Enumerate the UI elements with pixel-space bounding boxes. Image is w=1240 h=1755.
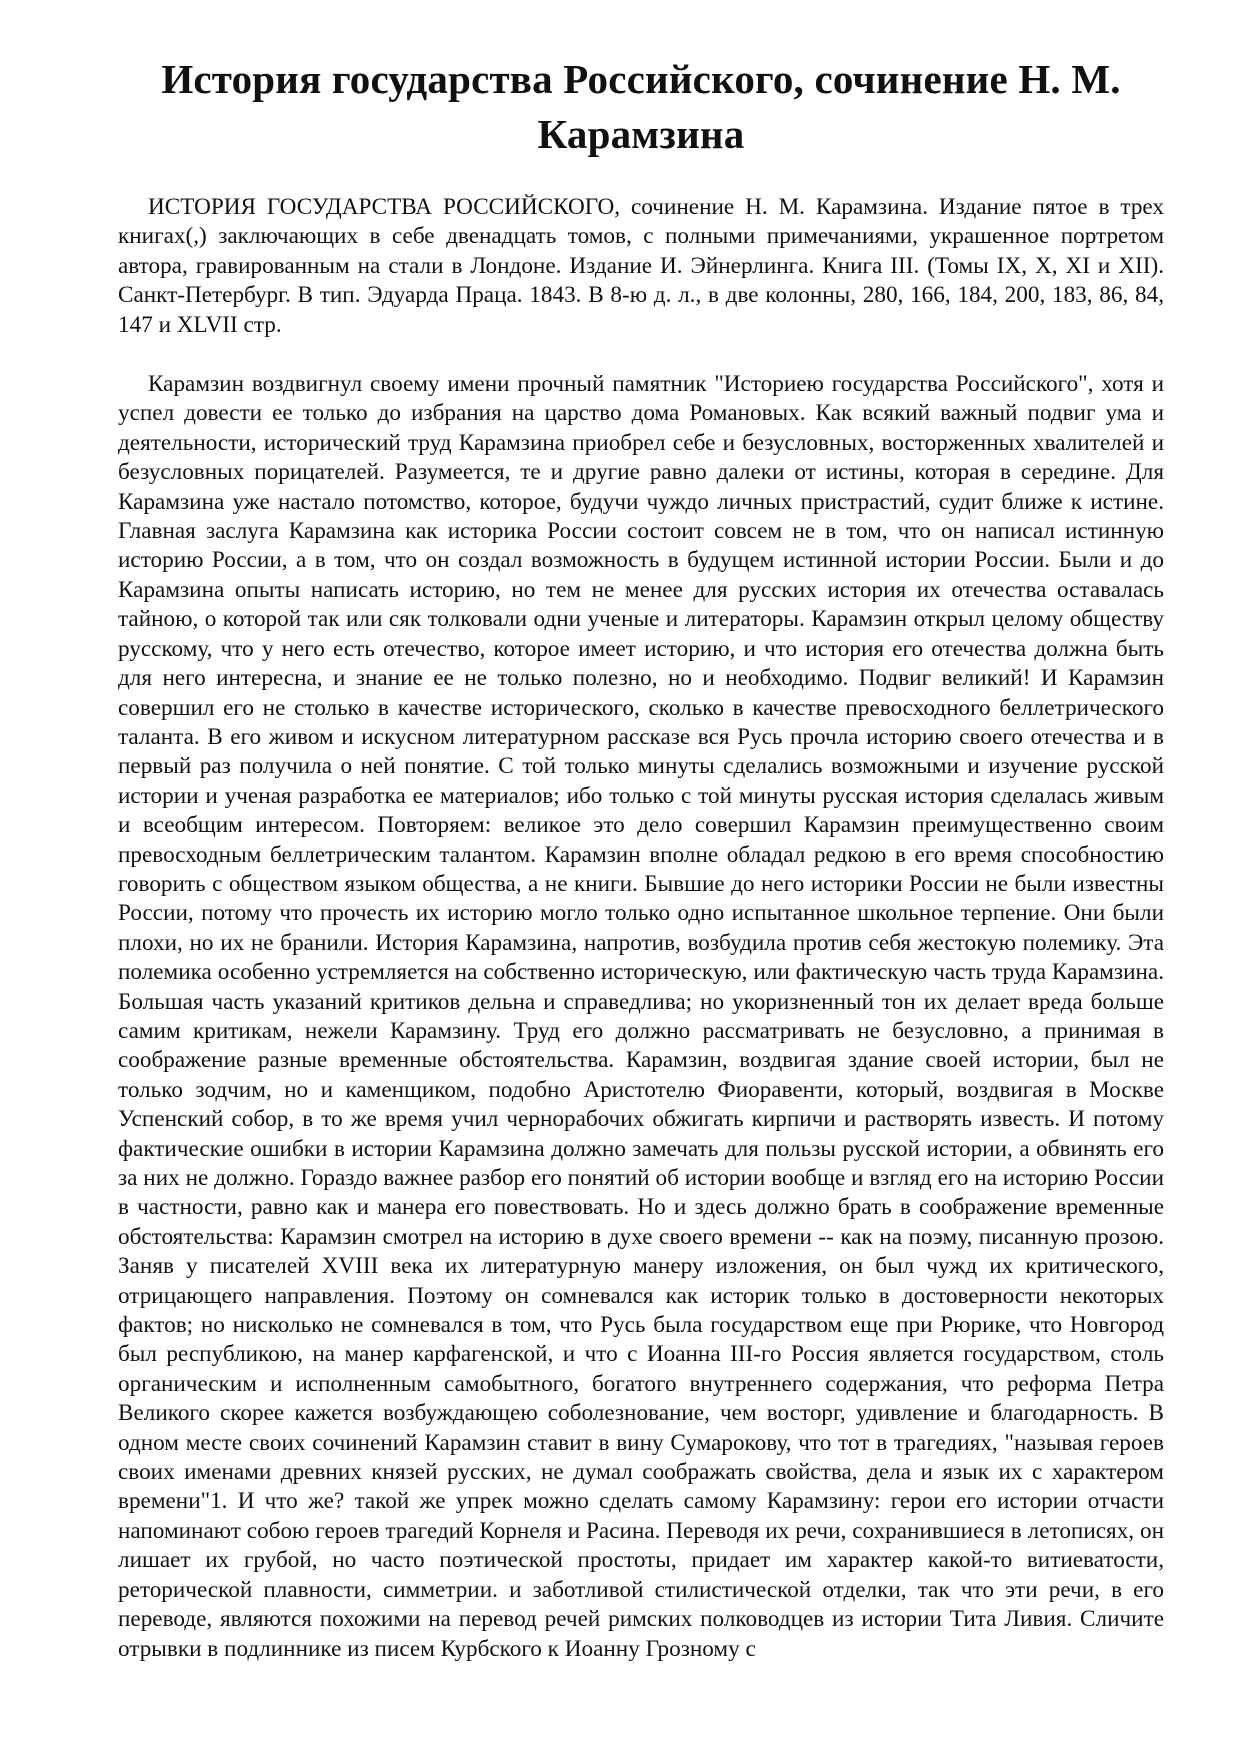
paragraph-body-text: Карамзин воздвигнул своему имени прочный памятник "Историею государства Российского", хотя и успел довести ее только до избрания на царство дома Романовых. Как всякий важный подвиг ума и деятельности, исторический труд Карамзина приобрел себе и безусловных, восторженных хвалителей и безусловных порицателей. Разумеется, те и другие равно далеки от истины, которая в середине. Для Карамзина уже настало потомство, которое, будучи чуждо личных пристрастий, судит ближе к истине. Главная заслуга Карамзина как историка России состоит совсем не в том, что он написал истинную историю России, а в том, что он создал возможность в будущем истинной истории России. Были и до Карамзина опыты написать историю, но тем не менее для русских история их отечества оставалась тайною, о которой так или сяк толковали одни ученые и литераторы. Карамзин открыл целому обществу русскому, что у него есть отечество, которое имеет историю, и что история его отечества должна быть для него интересна, и знание ее не только полезно, но и необходимо. Подвиг великий! И Карамзин совершил его не столько в качестве исторического, сколько в качестве превосходного беллетрического таланта. В его живом и искусном литературном рассказе вся Русь прочла историю своего отечества и в первый раз получила о ней понятие. С той только минуты сделались возможными и изучение русской истории и ученая разработка ее материалов; ибо только с той минуты русская история сделалась живым и всеобщим интересом. Повторяем: великое это дело совершил Карамзин преимущественно своим превосходным беллетрическим талантом. Карамзин вполне обладал редкою в его время способностию говорить с обществом языком общества, а не книги. Бывшие до него историки России не были известны России, потому что прочесть их историю могло только одно испытанное школьное терпение. Они были плохи, но их не бранили. История Карамзина, напротив, возбудила против себя жестокую полемику. Эта полемика особенно устремляется на собственно историческую, или фактическую часть труда Карамзина. Большая часть указаний критиков дельна и справедлива; но укоризненный тон их делает вреда больше самим критикам, нежели Карамзину. Труд его должно рассматривать не безусловно, а принимая в соображение разные временные обстоятельства. Карамзин, воздвигая здание своей истории, был не только зодчим, но и каменщиком, подобно Аристотелю Фиоравенти, который, воздвигая в Москве Успенский собор, в то же время учил чернорабочих обжигать кирпичи и растворять известь. И потому фактические ошибки в истории Карамзина должно замечать для пользы русской истории, а обвинять его за них не должно. Гораздо важнее разбор его понятий об истории вообще и взгляд его на историю России в частности, равно как и манера его повествовать. Но и здесь должно брать в соображение временные обстоятельства: Карамзин смотрел на историю в духе своего времени -- как на поэму, писанную прозою. Заняв у писателей XVIII века их литературную манеру изложения, он был чужд их критического, отрицающего направления. Поэтому он сомневался как историк только в достоверности некоторых фактов; но нисколько не сомневался в том, что Русь была государством еще при Рюрике, что Новгород был республикою, на манер карфагенской, и что с Иоанна III-го Россия является государством, столь органическим и исполненным самобытного, богатого внутреннего содержания, что реформа Петра Великого скорее кажется возбуждающею соболезнование, чем восторг, удивление и благодарность. В одном месте своих сочинений Карамзин ставит в вину Сумарокову, что тот в трагедиях, "называя героев своих именами древних князей русских, не думал соображать свойства, дела и язык их с характером времени"1. И что же? такой же упрек можно сделать самому Карамзину: герои его истории отчасти напоминают собою героев трагедий Корнеля и Расина. Переводя их речи, сохранившиеся в летописях, он лишает их грубой, но часто поэтической простоты, придает им характер какой-то витиеватости, реторической плавности, симметрии. и заботливой стилистической отделки, так что эти речи, в его переводе, являются похожими на перевод речей римских полководцев из истории Тита Ливия. Сличите отрывки в подлиннике из писем Курбского к Иоанну Грозному с [118, 371, 1164, 1662]
paragraph-bibliographic-entry: ИСТОРИЯ ГОСУДАРСТВА РОССИЙСКОГО, сочинение Н. М. Карамзина. Издание пятое в трех книгах(,) заключающих в себе двенадцать томов, с полными примечаниями, украшенное портретом автора, гравированным на стали в Лондоне. Издание И. Эйнерлинга. Книга III. (Томы IX, X, XI и XII). Санкт-Петербург. В тип. Эдуарда Праца. 1843. В 8-ю д. л., в две колонны, 280, 166, 184, 200, 183, 86, 84, 147 и XLVII стр. [118, 194, 1164, 338]
document-page [118, 52, 1164, 1664]
document-title: История государства Российского, сочинение Н. М. Карамзина [161, 56, 1121, 157]
